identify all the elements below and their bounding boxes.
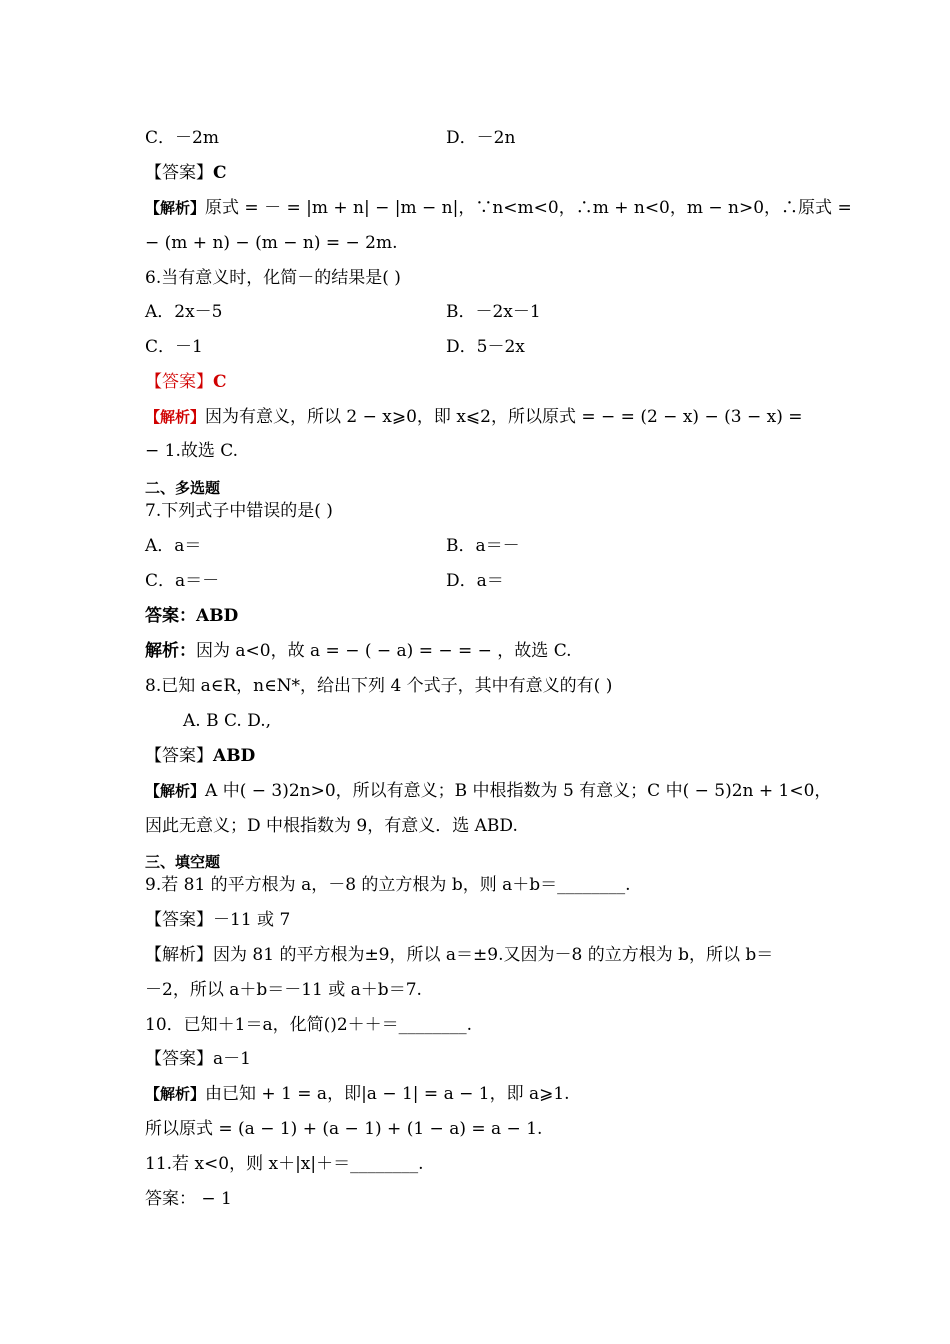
- answer-label: 【答案】: [145, 163, 213, 183]
- q6-answer: [145, 370, 227, 394]
- q6-option-b: B．－2x－1: [446, 302, 541, 322]
- q6-option-d: D．5－2x: [446, 337, 525, 357]
- q7-option-a: A．a＝: [145, 536, 202, 556]
- q6-option-c: C．－1: [145, 337, 203, 357]
- analysis-text: 因为 81 的平方根为±9，所以 a＝±9.又因为－8 的立方根为 b，所以 b＝: [213, 945, 774, 965]
- q8-question: 8.已知 a∈R，n∈N*，给出下列 4 个式子，其中有意义的有( ): [145, 676, 613, 696]
- q5-answer: [145, 161, 227, 185]
- answer-label: 【答案】: [145, 746, 213, 766]
- q8-answer: [145, 744, 255, 768]
- answer-value: a－1: [213, 1049, 251, 1069]
- q6-analysis-line2: − 1.故选 C.: [145, 441, 239, 461]
- answer-label: 【答案】: [145, 1049, 213, 1069]
- answer-value: C: [213, 163, 227, 183]
- answer-label: 答案：: [145, 606, 196, 626]
- q8-options: A. B C. D.,: [183, 711, 272, 731]
- q5-option-d: D．－2n: [446, 128, 516, 148]
- q5-option-c: C．－2m: [145, 128, 219, 148]
- q5-analysis-line2: − (m + n) − (m − n) = − 2m.: [145, 233, 398, 253]
- q6-question: 6.当有意义时，化简－的结果是( ): [145, 268, 401, 288]
- q7-option-c: C．a＝－: [145, 571, 220, 591]
- q11-answer: 答案： − 1: [145, 1189, 232, 1209]
- q5-analysis-line1: [145, 196, 852, 220]
- q11-question: 11.若 x<0，则 x＋|x|＋＝________.: [145, 1154, 424, 1174]
- analysis-text: 由已知 + 1 = a，即|a − 1| = a − 1，即 a⩾1.: [205, 1084, 570, 1104]
- analysis-text: A 中( − 3)2n>0，所以有意义；B 中根指数为 5 有意义；C 中( − 5)2n + 1<0，: [205, 781, 832, 801]
- q8-analysis-line2: 因此无意义；D 中根指数为 9，有意义．选 ABD.: [145, 816, 518, 836]
- q9-answer: [145, 908, 290, 932]
- q7-answer: [145, 604, 238, 628]
- q6-option-a: A．2x－5: [145, 302, 223, 322]
- q9-analysis-line2: －2，所以 a＋b＝－11 或 a＋b＝7.: [145, 980, 422, 1000]
- analysis-label: 【解析】: [145, 1085, 206, 1103]
- q7-option-d: D．a＝: [446, 571, 504, 591]
- section-title-multiple-choice: 二、多选题: [145, 479, 221, 497]
- analysis-label: 【解析】: [145, 782, 206, 800]
- q9-analysis-line1: [145, 943, 773, 967]
- answer-value: ABD: [196, 606, 239, 626]
- answer-value: ABD: [213, 746, 256, 766]
- answer-label: 【答案】: [145, 910, 213, 930]
- q10-analysis-line2: 所以原式 = (a − 1) + (a − 1) + (1 − a) = a − 1.: [145, 1119, 543, 1139]
- section-title-fill-in: 三、填空题: [145, 853, 221, 871]
- q7-question: 7.下列式子中错误的是( ): [145, 501, 333, 521]
- analysis-label: 【解析】: [145, 408, 206, 426]
- q10-analysis-line1: [145, 1082, 570, 1106]
- answer-value: －11 或 7: [213, 910, 291, 930]
- analysis-text: 因为有意义，所以 2 − x⩾0，即 x⩽2，所以原式 = − = (2 − x) − (3 − x) =: [205, 407, 803, 427]
- analysis-text: 原式 = － = |m + n| − |m − n|，∵n<m<0，∴m + n<0，m − n>0，∴原式 =: [205, 198, 852, 218]
- analysis-text: 因为 a<0，故 a = − ( − a) = − = − ，故选 C.: [196, 641, 572, 661]
- answer-label: 【答案】: [145, 372, 213, 392]
- q7-analysis-line1: [145, 639, 572, 663]
- analysis-label: 【解析】: [145, 945, 213, 965]
- q6-analysis-line1: [145, 405, 802, 429]
- q10-question: 10．已知＋1＝a，化简()2＋＋＝________.: [145, 1015, 473, 1035]
- analysis-label: 解析：: [145, 641, 196, 661]
- q7-option-b: B．a＝－: [446, 536, 520, 556]
- analysis-label: 【解析】: [145, 199, 206, 217]
- q8-analysis-line1: [145, 779, 831, 803]
- q10-answer: [145, 1047, 251, 1071]
- answer-value: C: [213, 372, 227, 392]
- q9-question: 9.若 81 的平方根为 a，－8 的立方根为 b，则 a＋b＝________.: [145, 875, 631, 895]
